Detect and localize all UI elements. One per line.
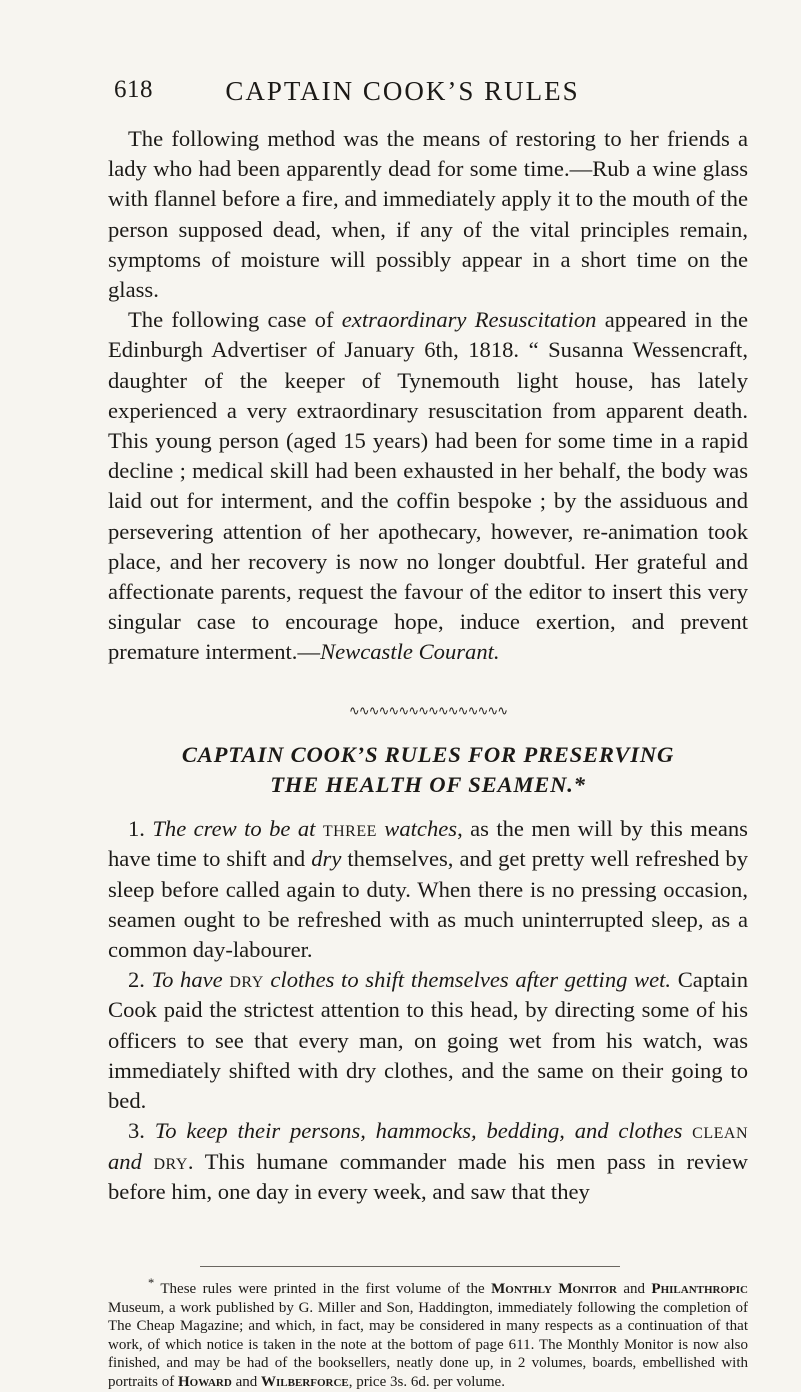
- rule-heading-caps: dry: [229, 967, 264, 993]
- section-title: [108, 740, 748, 800]
- footnote-caps: Howard: [177, 1373, 232, 1390]
- rule-heading-caps: three: [322, 816, 377, 842]
- footnote: [108, 1274, 748, 1392]
- paragraph-glass-method: The following method was the means of restoring to her friends a lady who had been apparently dead for some time.—Rub a wine glass with flannel before a fire, and immediately apply it to the mouth of the person supposed dead, when, if any of the vital principles remain, symptoms of moisture will possibly appear in a short time on the glass.: [108, 126, 748, 303]
- italic-phrase: extraordinary Resuscitation: [341, 307, 597, 333]
- text-span: Museum, a work published by G. Miller and Son, Haddington, immediately following the completion of The Cheap Magazine; and which, in fact, may be considered in many respects as a continuation of that work, of which notice is taken in the note at the bottom of page 611. The Monthly Monitor is now also finished, and may be had of the booksellers, neatly done up, in 2 volumes, boards, embellished with portraits of: [108, 1299, 748, 1390]
- rule-text: , as the men will by this means have time to shift and: [108, 816, 748, 872]
- source-citation: Newcastle Courant.: [320, 639, 500, 665]
- rule-heading: To have: [151, 967, 223, 993]
- rule-heading: watches: [384, 816, 458, 842]
- rule-number: 2.: [128, 967, 145, 993]
- text-span: appeared in the Edinburgh Advertiser of January 6th, 1818. “ Susanna Wessencraft, daughter of the keeper of Tynemouth light house, has lately experienced a very extraordinary resuscitation from apparent death. This young person (aged 15 years) had been for some time in a rapid decline ; medical skill had been exhausted in her behalf, the body was laid out for interment, and the coffin bespoke ; by the assiduous and persevering attention of her apothecary, however, re-animation took place, and her recovery is now no longer doubtful. Her grateful and affectionate parents, request the favour of the editor to insert this very singular case to encourage hope, induce exertion, and prevent premature interment.—: [108, 307, 748, 665]
- rule-text: . This humane commander made his men pass in review before him, one day in every week, and saw that they: [108, 1148, 749, 1204]
- footnote-caps: Monthly Monitor: [491, 1281, 617, 1297]
- text-span: , price 3s. 6d. per volume.: [348, 1373, 505, 1390]
- rule-2: [108, 965, 748, 1116]
- body-text: [108, 124, 748, 1207]
- text-span: and: [231, 1373, 261, 1390]
- page-header: [114, 76, 691, 116]
- rule-heading: clothes to shift themselves after getting wet.: [270, 967, 672, 993]
- rule-heading: The crew to be at: [152, 816, 316, 842]
- paragraph-resuscitation-case: [108, 305, 748, 667]
- page-number: 618: [114, 76, 153, 103]
- rule-heading-caps: clean: [692, 1118, 748, 1144]
- footnote-caps: Philanthropic: [651, 1281, 748, 1297]
- text-span: and: [616, 1281, 652, 1297]
- italic-word: dry: [311, 846, 342, 872]
- footnote-divider: [200, 1266, 620, 1267]
- rule-text: themselves, and get pretty well refreshed by sleep before called again to duty. When there is no pressing occasion, seamen ought to be refreshed with as much uninterrupted sleep, as a common day-labourer.: [108, 846, 748, 963]
- text-span: The following case of: [128, 307, 342, 333]
- ornament-divider: ∿∿∿∿∿∿∿∿∿∿∿∿∿∿∿∿: [348, 702, 508, 718]
- rule-1: [108, 814, 748, 965]
- text-span: These rules were printed in the first volume of the: [154, 1281, 492, 1297]
- rule-heading: and: [108, 1148, 142, 1174]
- footnote-caps: Wilberforce: [261, 1373, 349, 1390]
- footnote-text: [108, 1274, 748, 1392]
- rule-3: [108, 1116, 748, 1207]
- footnote-mark: *: [148, 1276, 155, 1290]
- section-title-line-1: CAPTAIN COOK’S RULES FOR PRESERVING: [181, 741, 675, 767]
- rule-text: Captain Cook paid the strictest attention to this head, by directing some of his officers to see that every man, on going wet from his watch, was immediately shifted with dry clothes, and the same on their going to bed.: [108, 967, 749, 1114]
- section-title-line-2: THE HEALTH OF SEAMEN.*: [270, 772, 586, 798]
- running-head: CAPTAIN COOK’S RULES: [225, 76, 580, 106]
- rule-number: 1.: [128, 816, 145, 842]
- rule-number: 3.: [128, 1118, 145, 1144]
- rule-heading-caps: dry: [153, 1148, 188, 1174]
- rule-heading: To keep their persons, hammocks, bedding, and clothes: [154, 1118, 683, 1144]
